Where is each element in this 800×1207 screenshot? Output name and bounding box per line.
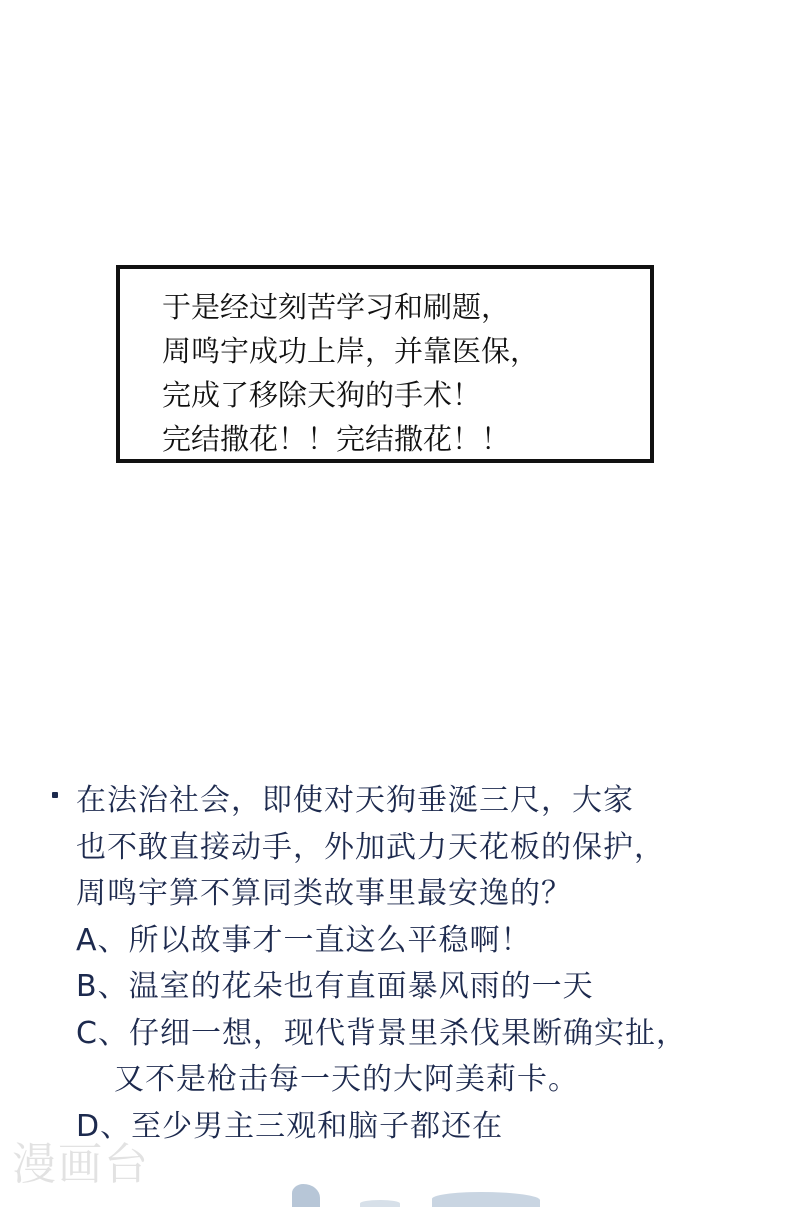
caption-line: 于是经过刻苦学习和刷题， — [162, 290, 511, 324]
poll-option-d[interactable]: D、至少男主三观和脑子都还在 — [76, 1108, 504, 1144]
poll-option-b[interactable]: B、温室的花朵也有直面暴风雨的一天 — [76, 969, 594, 1004]
caption-box — [116, 265, 654, 463]
artwork-fragment — [432, 1192, 540, 1207]
poll-option-a[interactable]: A、所以故事才一直这么平稳啊！ — [76, 922, 532, 958]
question-line: 在法治社会，即使对天狗垂涎三尺，大家 — [76, 783, 634, 818]
caption-line: 完结撒花！！完结撒花！！ — [162, 422, 511, 456]
question-line: 也不敢直接动手，外加武力天花板的保护， — [76, 829, 665, 865]
poll-option-c-continued[interactable]: 又不是枪击每一天的大阿美莉卡。 — [114, 1062, 579, 1097]
artwork-fragment — [360, 1200, 400, 1207]
caption-line: 周鸣宇成功上岸，并靠医保， — [162, 334, 540, 368]
poll-option-c[interactable]: C、仔细一想，现代背景里杀伐果断确实扯， — [76, 1015, 687, 1051]
reader-poll — [52, 778, 792, 1150]
artwork-fragment — [292, 1184, 320, 1207]
question-line: 周鸣宇算不算同类故事里最安逸的？ — [76, 876, 572, 911]
poll-question — [76, 778, 792, 918]
poll-options — [76, 918, 792, 1151]
caption-line: 完成了移除天狗的手术！ — [162, 378, 482, 412]
caption-text — [162, 285, 539, 461]
bullet-icon — [52, 792, 58, 798]
watermark-logo: 漫画台 — [12, 1139, 150, 1190]
